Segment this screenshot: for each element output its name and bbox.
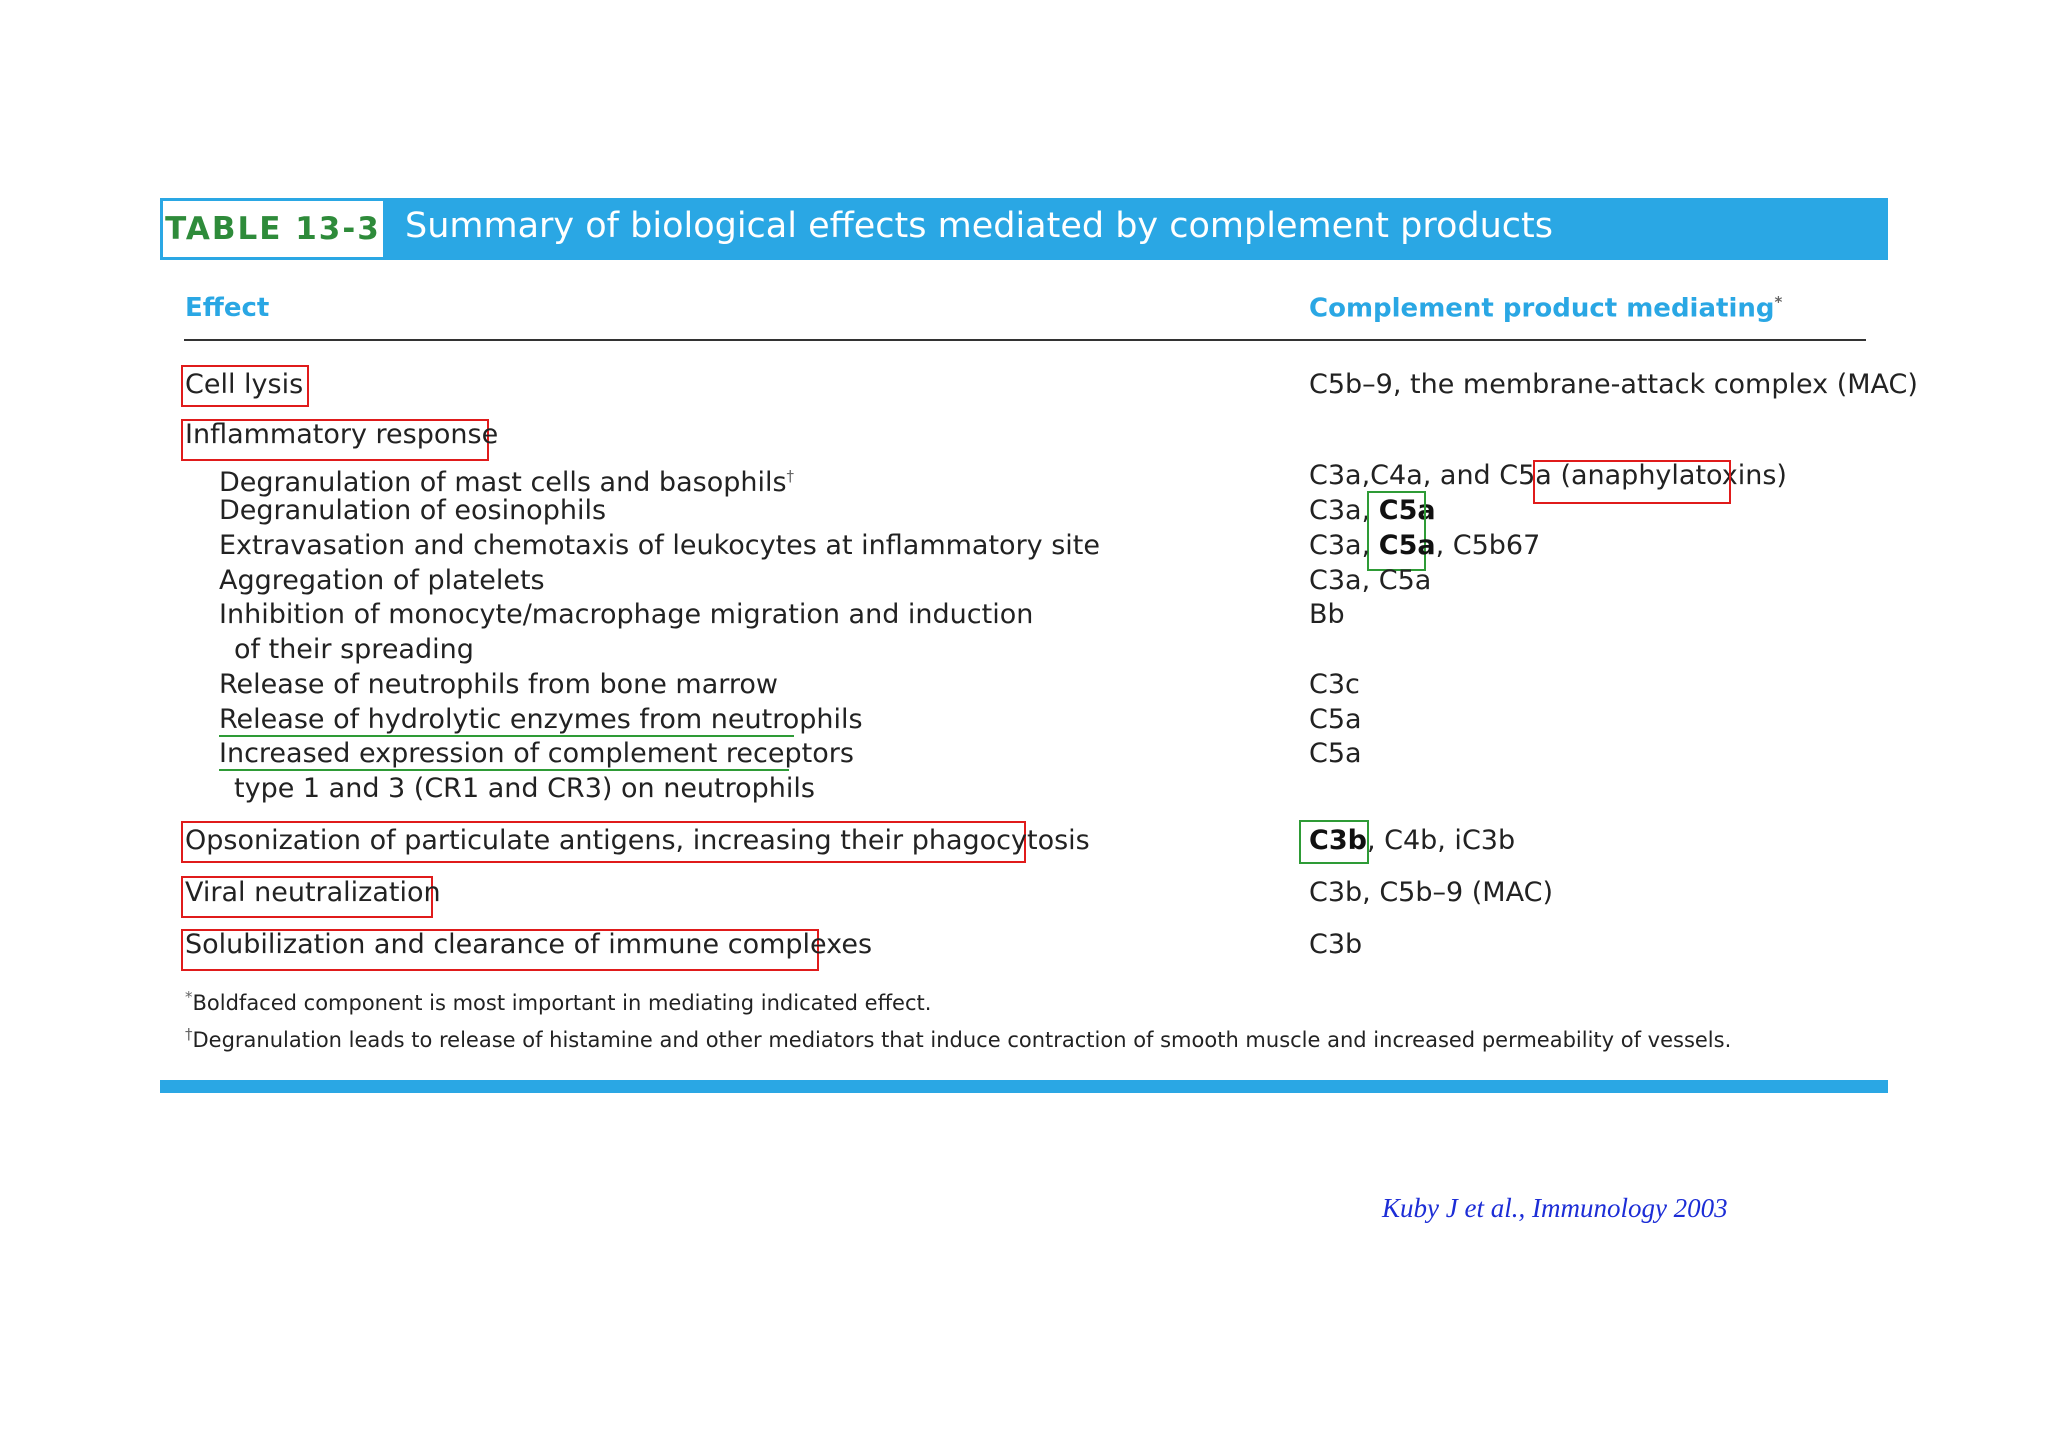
effect-complement-receptors-cont: type 1 and 3 (CR1 and CR3) on neutrophils (234, 773, 815, 804)
product-complement-receptors: C5a (1309, 738, 1362, 769)
effect-degranulation-mast: Degranulation of mast cells and basophils† (219, 467, 795, 498)
table-number: TABLE 13-3 (163, 201, 383, 257)
effect-monocyte-inhibition-cont: of their spreading (234, 634, 474, 665)
product-cell-lysis: C5b–9, the membrane-attack complex (MAC) (1309, 369, 1918, 400)
effect-aggregation-platelets: Aggregation of platelets (219, 565, 545, 596)
table-header-bar (160, 198, 1888, 260)
footnote-degranulation: †Degranulation leads to release of histamine and other mediators that induce contraction of smooth muscle and increased permeability of vessels. (185, 1025, 1732, 1052)
product-monocyte-inhibition: Bb (1309, 599, 1345, 630)
effect-extravasation: Extravasation and chemotaxis of leukocytes at inflammatory site (219, 530, 1100, 561)
underline-hydrolytic-enzymes (219, 735, 794, 737)
product-viral-neutralization: C3b, C5b–9 (MAC) (1309, 877, 1553, 908)
product-aggregation-platelets: C3a, C5a (1309, 565, 1432, 596)
header-rule (184, 339, 1866, 341)
column-header-effect: Effect (185, 293, 270, 323)
effect-monocyte-inhibition: Inhibition of monocyte/macrophage migration and induction (219, 599, 1034, 630)
table-bottom-bar (160, 1080, 1888, 1093)
effect-cell-lysis: Cell lysis (185, 369, 304, 400)
product-extravasation: C3a, C5a, C5b67 (1309, 530, 1541, 561)
effect-neutrophil-release: Release of neutrophils from bone marrow (219, 669, 778, 700)
effect-opsonization: Opsonization of particulate antigens, increasing their phagocytosis (185, 825, 1090, 856)
product-hydrolytic-enzymes: C5a (1309, 704, 1362, 735)
product-neutrophil-release: C3c (1309, 669, 1360, 700)
effect-viral-neutralization: Viral neutralization (185, 877, 441, 908)
effect-inflammatory-response: Inflammatory response (185, 419, 499, 450)
table-title: Summary of biological effects mediated by complement products (405, 206, 1554, 246)
effect-degranulation-eosinophils: Degranulation of eosinophils (219, 495, 607, 526)
highlight-box-anaphylatoxins (1533, 460, 1731, 504)
underline-complement-receptors (219, 769, 789, 771)
effect-hydrolytic-enzymes: Release of hydrolytic enzymes from neutrophils (219, 704, 863, 735)
product-opsonization: C3b, C4b, iC3b (1309, 825, 1516, 856)
effect-solubilization: Solubilization and clearance of immune complexes (185, 929, 873, 960)
product-degranulation-mast: C3a,C4a, and C5a (anaphylatoxins) (1309, 460, 1787, 491)
citation: Kuby J et al., Immunology 2003 (1382, 1193, 1728, 1223)
product-solubilization: C3b (1309, 929, 1363, 960)
column-header-product: Complement product mediating* (1309, 293, 1783, 324)
anaphylatoxins-label: (anaphylatoxins) (1560, 460, 1787, 491)
effect-complement-receptors: Increased expression of complement receptors (219, 738, 854, 769)
product-degranulation-eosinophils: C3a, C5a (1309, 495, 1436, 526)
footnote-boldface: *Boldfaced component is most important in mediating indicated effect. (185, 988, 932, 1015)
